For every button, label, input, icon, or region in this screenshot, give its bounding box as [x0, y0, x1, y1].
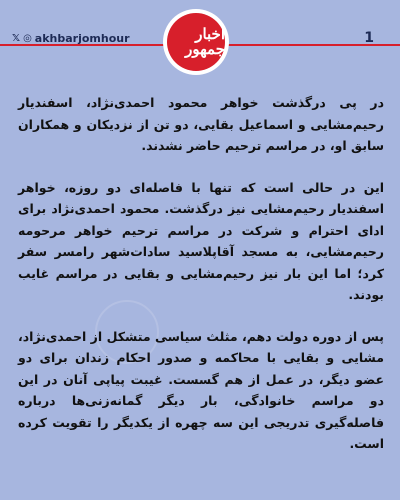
page-number: 1 [364, 30, 374, 46]
logo-text: اخبار جمهور [167, 13, 225, 71]
paragraph: پس از دوره دولت دهم، مثلث سیاسی متشکل از احمدی‌نژاد، مشایی و بقایی با محاکمه و صدور احکام زندان برای دو عضو دیگر، در عمل از هم گسست. غیبت پیاپی آنان در این دو مراسم خانوادگی، بار دیگر گمانه‌زنی‌ها درباره فاصله‌گیری تدریجی این سه چهره از یکدیگر را تقویت کرده است. [18, 328, 384, 451]
instagram-icon: ◎ [23, 33, 32, 44]
brand-logo [163, 9, 229, 75]
article-body [18, 92, 384, 475]
paragraph: در پی درگذشت خواهر محمود احمدی‌نژاد، اسفندیار رحیم‌مشایی و اسماعیل بقایی، دو تن از نزدیکان و همکاران سابق او، در مراسم ترحیم حاضر نشدند. [18, 95, 384, 153]
handle-text: akhbarjomhour [34, 32, 130, 45]
social-handle[interactable] [12, 32, 130, 45]
paragraph: این در حالی است که تنها با فاصله‌ای دو روزه، خواهر اسفندیار رحیم‌مشایی نیز درگذشت. محمود احمدی‌نژاد برای ادای احترام و شرکت در مراسم ترحیم خواهر مرحومه رحیم‌مشایی، به مسجد آقاپلاسید سادات‌شهر رامسر سفر کرد؛ اما این بار نیز رحیم‌مشایی و بقایی در مراسم غایب بودند. [18, 179, 384, 302]
x-icon: 𝕏 [12, 33, 21, 44]
